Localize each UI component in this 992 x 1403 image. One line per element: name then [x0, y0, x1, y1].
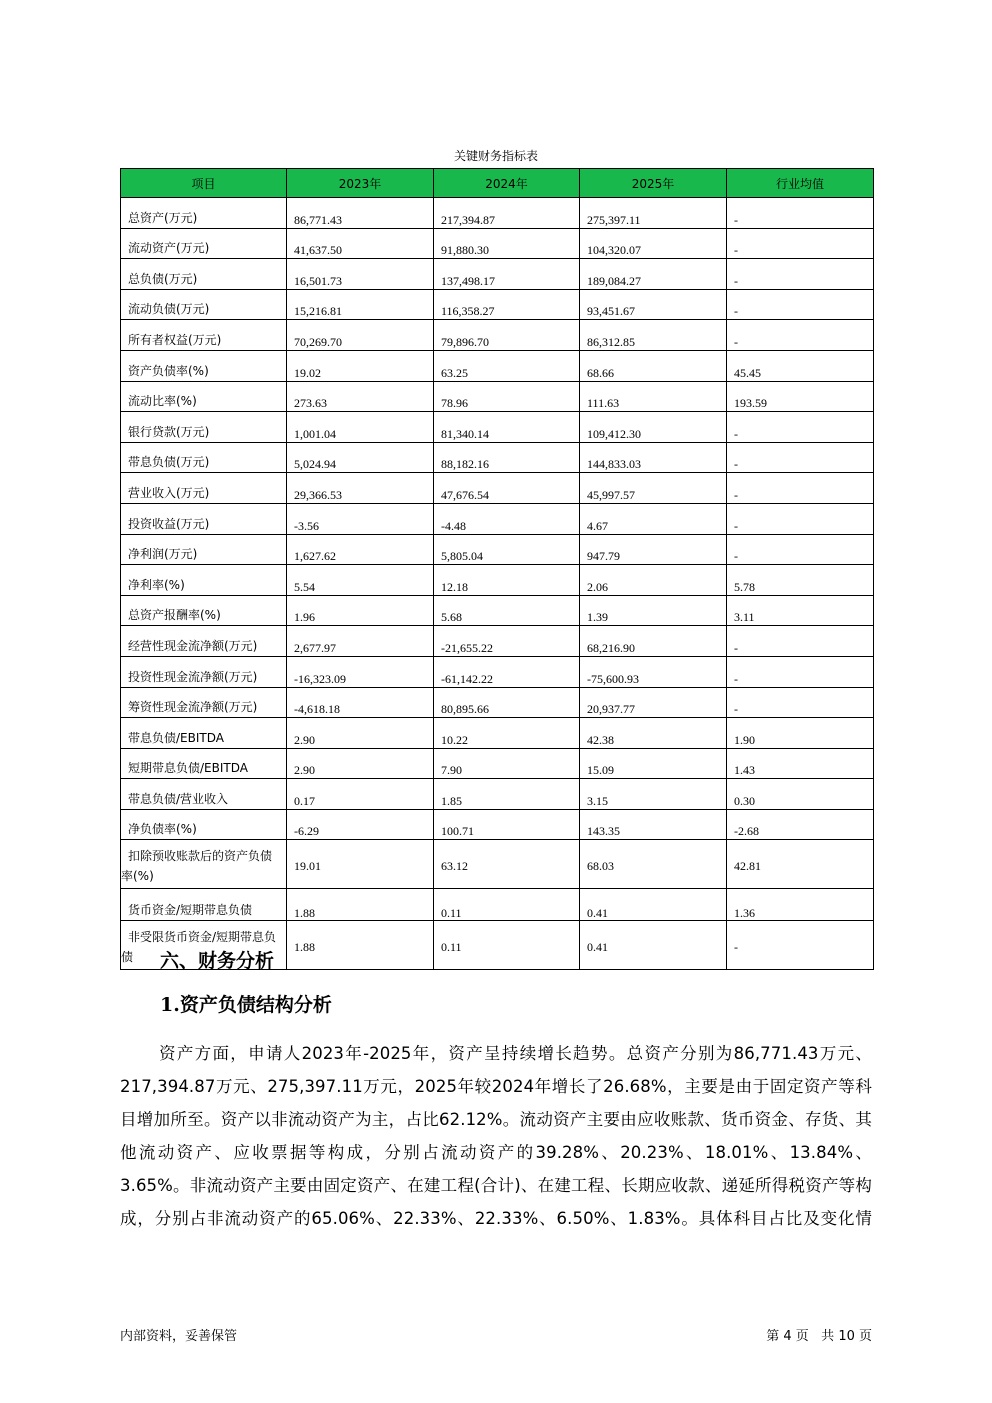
row-label-cell: 扣除预收账款后的资产负债率(%)	[121, 840, 287, 889]
row-label-cell: 投资收益(万元)	[121, 503, 287, 534]
table-header-row	[121, 169, 874, 198]
value-cell: 79,896.70	[434, 320, 580, 351]
value-cell: -	[727, 289, 874, 320]
table-row	[121, 503, 874, 534]
value-cell: 273.63	[287, 381, 434, 412]
value-cell: 100.71	[434, 809, 580, 840]
row-label-cell: 总资产报酬率(%)	[121, 595, 287, 626]
value-cell: 5,805.04	[434, 534, 580, 565]
value-cell: 5.68	[434, 595, 580, 626]
value-cell: 68.03	[580, 840, 727, 889]
value-cell: 1.88	[287, 889, 434, 921]
value-cell: 1.39	[580, 595, 727, 626]
value-cell: 42.38	[580, 718, 727, 749]
value-cell: 111.63	[580, 381, 727, 412]
value-cell: 19.02	[287, 350, 434, 381]
value-cell: 109,412.30	[580, 412, 727, 443]
value-cell: 19.01	[287, 840, 434, 889]
value-cell: 10.22	[434, 718, 580, 749]
value-cell: 1.85	[434, 779, 580, 810]
value-cell: 88,182.16	[434, 442, 580, 473]
value-cell: -	[727, 442, 874, 473]
value-cell: 1.36	[727, 889, 874, 921]
value-cell: -	[727, 656, 874, 687]
value-cell: 20,937.77	[580, 687, 727, 718]
row-label-cell: 银行贷款(万元)	[121, 412, 287, 443]
value-cell: 1,627.62	[287, 534, 434, 565]
value-cell: -	[727, 921, 874, 970]
table-row	[121, 889, 874, 921]
analysis-paragraph: 资产方面，申请人2023年-2025年，资产呈持续增长趋势。总资产分别为86,771.43万元、217,394.87万元、275,397.11万元，2025年较2024年增长了26.68%，主要是由于固定资产等科目增加所至。资产以非流动资产为主，占比62.12%。流动资产主要由应收账款、货币资金、存货、其他流动资产、应收票据等构成，分别占流动资产的39.28%、20.23%、18.01%、13.84%、3.65%。非流动资产主要由固定资产、在建工程(合计)、在建工程、长期应收款、递延所得税资产等构成，分别占非流动资产的65.06%、22.33%、22.33%、6.50%、1.83%。具体科目占比及变化情	[120, 1044, 872, 1228]
value-cell: 1.88	[287, 921, 434, 970]
value-cell: 0.11	[434, 921, 580, 970]
value-cell: 91,880.30	[434, 228, 580, 259]
value-cell: 78.96	[434, 381, 580, 412]
value-cell: 137,498.17	[434, 259, 580, 290]
value-cell: -	[727, 687, 874, 718]
table-row	[121, 565, 874, 596]
table-row	[121, 534, 874, 565]
row-label-cell: 流动资产(万元)	[121, 228, 287, 259]
value-cell: -75,600.93	[580, 656, 727, 687]
financial-indicators-table	[120, 168, 874, 970]
row-label-cell: 所有者权益(万元)	[121, 320, 287, 351]
value-cell: 70,269.70	[287, 320, 434, 351]
value-cell: 68.66	[580, 350, 727, 381]
table-row	[121, 289, 874, 320]
value-cell: 3.15	[580, 779, 727, 810]
value-cell: -	[727, 320, 874, 351]
value-cell: 29,366.53	[287, 473, 434, 504]
table-row	[121, 840, 874, 889]
row-label-cell: 净利润(万元)	[121, 534, 287, 565]
row-label-cell: 营业收入(万元)	[121, 473, 287, 504]
value-cell: 0.30	[727, 779, 874, 810]
table-row	[121, 809, 874, 840]
value-cell: 63.25	[434, 350, 580, 381]
value-cell: 144,833.03	[580, 442, 727, 473]
value-cell: -	[727, 412, 874, 443]
row-label-cell: 总资产(万元)	[121, 198, 287, 229]
row-label-cell: 流动比率(%)	[121, 381, 287, 412]
value-cell: -4.48	[434, 503, 580, 534]
table-row	[121, 320, 874, 351]
table-row	[121, 626, 874, 657]
value-cell: 2,677.97	[287, 626, 434, 657]
value-cell: -4,618.18	[287, 687, 434, 718]
value-cell: 0.11	[434, 889, 580, 921]
table-row	[121, 779, 874, 810]
value-cell: 1.90	[727, 718, 874, 749]
value-cell: 47,676.54	[434, 473, 580, 504]
value-cell: 189,084.27	[580, 259, 727, 290]
footer-page-number: 第 4 页 共 10 页	[766, 1329, 872, 1344]
table-row	[121, 198, 874, 229]
value-cell: 45.45	[727, 350, 874, 381]
value-cell: 193.59	[727, 381, 874, 412]
value-cell: 16,501.73	[287, 259, 434, 290]
value-cell: 0.17	[287, 779, 434, 810]
header-2025: 2025年	[580, 169, 727, 198]
value-cell: 86,771.43	[287, 198, 434, 229]
value-cell: 0.41	[580, 921, 727, 970]
value-cell: -	[727, 198, 874, 229]
value-cell: 63.12	[434, 840, 580, 889]
value-cell: 947.79	[580, 534, 727, 565]
row-label-cell: 带息负债/EBITDA	[121, 718, 287, 749]
row-label-cell: 净负债率(%)	[121, 809, 287, 840]
row-label-cell: 非受限货币资金/短期带息负债	[121, 921, 287, 970]
row-label-cell: 带息负债(万元)	[121, 442, 287, 473]
value-cell: 3.11	[727, 595, 874, 626]
row-label-cell: 总负债(万元)	[121, 259, 287, 290]
value-cell: 1.43	[727, 748, 874, 779]
value-cell: -	[727, 259, 874, 290]
value-cell: 68,216.90	[580, 626, 727, 657]
value-cell: 2.90	[287, 718, 434, 749]
value-cell: 41,637.50	[287, 228, 434, 259]
value-cell: 5,024.94	[287, 442, 434, 473]
table-row	[121, 412, 874, 443]
row-label-cell: 货币资金/短期带息负债	[121, 889, 287, 921]
row-label-cell: 带息负债/营业收入	[121, 779, 287, 810]
table-row	[121, 259, 874, 290]
value-cell: 116,358.27	[434, 289, 580, 320]
value-cell: 0.41	[580, 889, 727, 921]
value-cell: 15,216.81	[287, 289, 434, 320]
value-cell: -	[727, 503, 874, 534]
value-cell: 4.67	[580, 503, 727, 534]
section-heading: 六、财务分析	[160, 950, 275, 972]
value-cell: 93,451.67	[580, 289, 727, 320]
value-cell: 42.81	[727, 840, 874, 889]
table-row	[121, 442, 874, 473]
value-cell: 1.96	[287, 595, 434, 626]
value-cell: 15.09	[580, 748, 727, 779]
row-label-cell: 净利率(%)	[121, 565, 287, 596]
value-cell: -	[727, 626, 874, 657]
value-cell: 5.54	[287, 565, 434, 596]
value-cell: 5.78	[727, 565, 874, 596]
table-row	[121, 228, 874, 259]
row-label-cell: 短期带息负债/EBITDA	[121, 748, 287, 779]
value-cell: 2.06	[580, 565, 727, 596]
value-cell: 143.35	[580, 809, 727, 840]
value-cell: -3.56	[287, 503, 434, 534]
table-row	[121, 687, 874, 718]
value-cell: -16,323.09	[287, 656, 434, 687]
table-title: 关键财务指标表	[453, 149, 538, 163]
row-label-cell: 筹资性现金流净额(万元)	[121, 687, 287, 718]
header-2024: 2024年	[434, 169, 580, 198]
header-2023: 2023年	[287, 169, 434, 198]
row-label-cell: 资产负债率(%)	[121, 350, 287, 381]
value-cell: -	[727, 473, 874, 504]
row-label-cell: 流动负债(万元)	[121, 289, 287, 320]
value-cell: 2.90	[287, 748, 434, 779]
section-subheading: 1.资产负债结构分析	[160, 994, 332, 1016]
value-cell: -2.68	[727, 809, 874, 840]
table-row	[121, 595, 874, 626]
value-cell: 217,394.87	[434, 198, 580, 229]
value-cell: -61,142.22	[434, 656, 580, 687]
value-cell: 1,001.04	[287, 412, 434, 443]
table-row	[121, 748, 874, 779]
row-label-cell: 投资性现金流净额(万元)	[121, 656, 287, 687]
table-row	[121, 350, 874, 381]
table-row	[121, 656, 874, 687]
footer-confidential-note: 内部资料，妥善保管	[120, 1329, 238, 1344]
value-cell: -	[727, 534, 874, 565]
table-row	[121, 381, 874, 412]
table-row	[121, 718, 874, 749]
value-cell: -	[727, 228, 874, 259]
header-industry-avg: 行业均值	[727, 169, 874, 198]
value-cell: 275,397.11	[580, 198, 727, 229]
value-cell: 7.90	[434, 748, 580, 779]
value-cell: 81,340.14	[434, 412, 580, 443]
value-cell: 86,312.85	[580, 320, 727, 351]
value-cell: 12.18	[434, 565, 580, 596]
row-label-cell: 经营性现金流净额(万元)	[121, 626, 287, 657]
value-cell: 45,997.57	[580, 473, 727, 504]
table-row	[121, 473, 874, 504]
header-item: 项目	[121, 169, 287, 198]
value-cell: 80,895.66	[434, 687, 580, 718]
value-cell: 104,320.07	[580, 228, 727, 259]
value-cell: -6.29	[287, 809, 434, 840]
value-cell: -21,655.22	[434, 626, 580, 657]
